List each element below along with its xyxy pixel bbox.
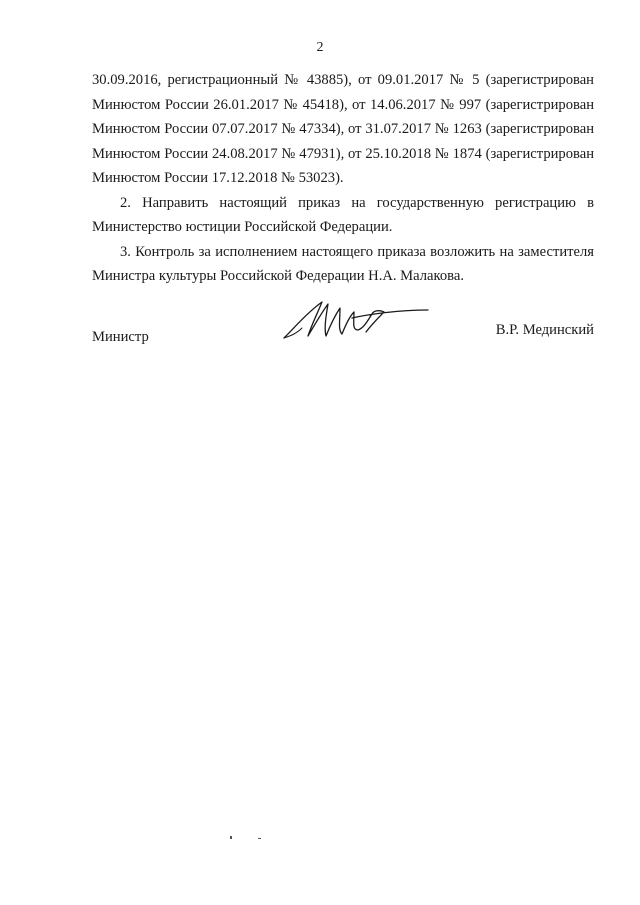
paragraph-registration: 2. Направить настоящий приказ на государственную регистрацию в Министерство юстиции Российской Федерации. <box>92 194 594 235</box>
document-body <box>92 68 594 289</box>
page-number: 2 <box>316 40 324 55</box>
signature-block <box>92 298 594 358</box>
paragraph-control: 3. Контроль за исполнением настоящего приказа возложить на заместителя Министра культуры Российской Федерации Н.А. Малакова. <box>92 243 594 284</box>
signer-position: Министр <box>92 329 149 345</box>
scan-speck <box>258 838 261 839</box>
paragraph-amendments-list: 30.09.2016, регистрационный № 43885), от 09.01.2017 № 5 (зарегистрирован Минюстом России 26.01.2017 № 45418), от 14.06.2017 № 997 (зарегистрирован Минюстом России 07.07.2017 № 47334), от 31.07.2017 № 1263 (зарегистрирован Минюстом России 24.08.2017 № 47931), от 25.10.2018 № 1874 (зарегистрирован Минюстом России 17.12.2018 № 53023). <box>92 72 594 186</box>
signer-name: В.Р. Мединский <box>495 322 594 338</box>
scan-speck <box>230 836 232 839</box>
handwritten-signature <box>280 298 430 346</box>
